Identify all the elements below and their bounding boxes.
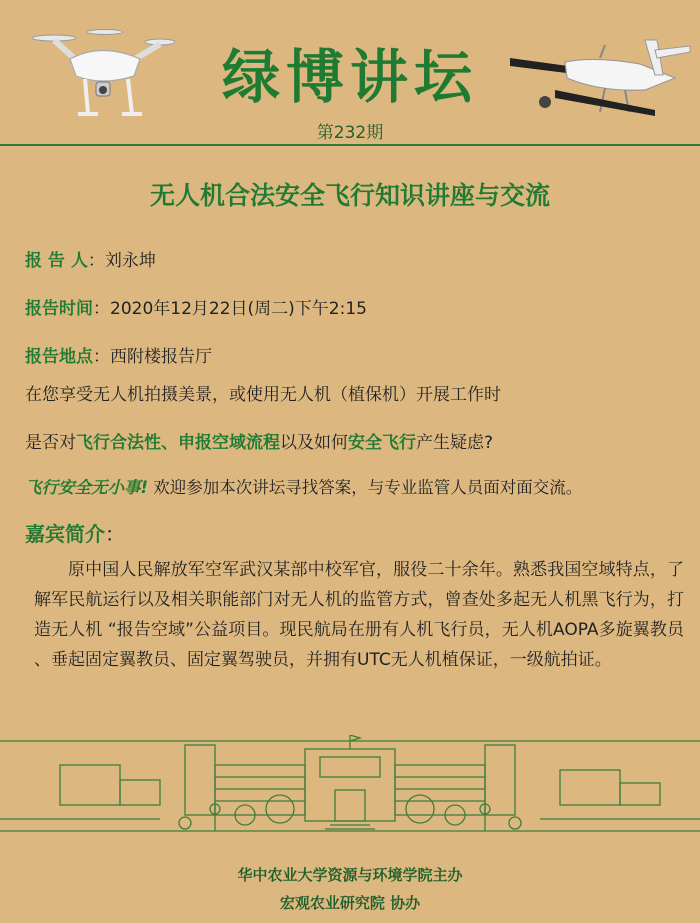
guest-heading-text: 嘉宾简介 [25,522,105,546]
intro-line-2-post: 产生疑虑? [416,433,494,453]
intro-line-2 [25,428,493,453]
intro-line-3-post: 欢迎参加本次讲坛寻找答案，与专业监管人员面对面交流。 [148,478,583,497]
footer-cohost: 宏观农业研究院 协办 [279,894,421,912]
intro-line-1: 在您享受无人机拍摄美景，或使用无人机（植保机）开展工作时 [25,385,501,405]
time-label: 报告时间 [25,299,93,319]
lecture-time: 2020年12月22日(周二)下午2:15 [110,299,367,319]
place-row [25,342,212,367]
speaker-colon: ： [87,251,105,271]
speaker-name: 刘永坤 [104,251,156,271]
intro-highlight-legality: 飞行合法性、申报空域流程 [76,433,280,453]
place-label: 报告地点 [25,347,93,367]
intro-line-2-mid: 以及如何 [280,433,348,453]
speaker-label: 报 告 人 [25,251,88,271]
lecture-place: 西附楼报告厅 [110,347,212,367]
safety-slogan: 飞行安全无小事! [25,478,149,497]
time-colon: ： [93,299,110,319]
campus-building-illustration [0,735,700,845]
footer-host: 华中农业大学资源与环境学院主办 [237,866,463,884]
poster-header [0,0,700,150]
intro-line-3 [25,474,582,498]
header-divider [0,144,700,146]
fixed-wing-drone-icon [505,20,695,125]
intro-line-2-pre: 是否对 [25,433,76,453]
time-row [25,294,367,319]
poster-title: 绿博讲坛 [221,43,478,111]
guest-heading-colon: ： [105,522,125,546]
issue-number: 第232期 [316,123,384,143]
guest-heading [25,518,125,547]
place-colon: ： [93,347,110,367]
guest-bio: 原中国人民解放军空军武汉某部中校军官，服役二十余年。熟悉我国空域特点，了解军民航运行以及相关职能部门对无人机的监管方式，曾查处多起无人机黑飞行为，打造无人机 “报告空域”公益项目。现民航局在册有人机飞行员，无人机AOPA多旋翼教员 、垂起固定翼教员、固定翼驾驶员，并拥有UTC无人机植保证，一级航拍证。 [34,560,684,670]
lecture-title: 无人机合法安全飞行知识讲座与交流 [149,181,550,210]
speaker-row [25,246,156,271]
intro-highlight-safety: 安全飞行 [348,433,416,453]
